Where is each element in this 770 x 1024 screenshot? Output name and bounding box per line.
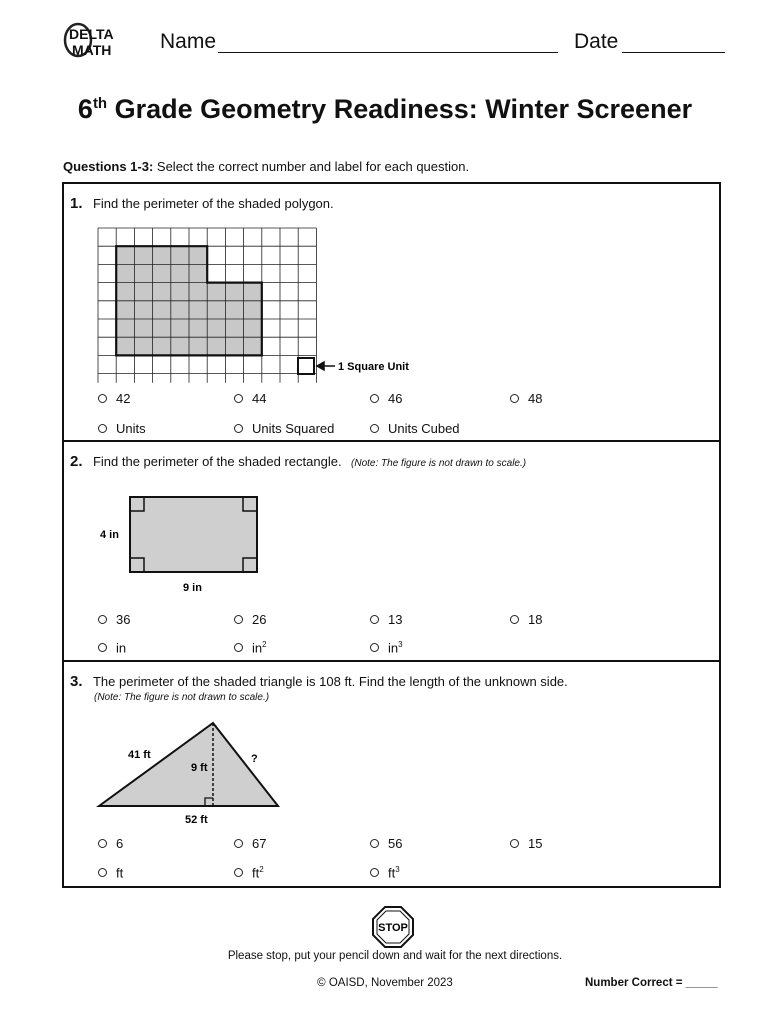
question-note: (Note: The figure is not drawn to scale.) [351,458,527,469]
q3-option-b[interactable]: 67 [234,836,266,851]
date-field[interactable] [622,52,725,53]
radio-button[interactable] [510,615,519,624]
radio-button[interactable] [234,839,243,848]
question-3-header [70,673,568,691]
radio-button[interactable] [234,424,243,433]
question-1-header [70,195,334,213]
radio-button[interactable] [370,615,379,624]
radio-button[interactable] [234,394,243,403]
q3-option-d[interactable]: 15 [510,836,542,851]
q1-unit-b[interactable]: Units Squared [234,421,334,436]
copyright: © OAISD, November 2023 [317,977,453,989]
base-label: 52 ft [185,814,208,826]
radio-button[interactable] [370,868,379,877]
instructions: Questions 1-3: Select the correct number and label for each question. [63,159,470,174]
logo-text-bottom: MATH [72,42,112,58]
q1-option-b[interactable]: 44 [234,391,266,406]
question-text: Find the perimeter of the shaded rectangle. [92,454,342,469]
radio-button[interactable] [370,424,379,433]
radio-button[interactable] [510,394,519,403]
q3-option-c[interactable]: 56 [370,836,402,851]
width-label: 9 in [183,582,202,594]
q2-option-d[interactable]: 18 [510,612,542,627]
radio-button[interactable] [510,839,519,848]
q1-option-d[interactable]: 48 [510,391,542,406]
q2-unit-a[interactable]: in [98,640,126,655]
radio-button[interactable] [98,424,107,433]
radio-button[interactable] [370,643,379,652]
left-side-label: 41 ft [128,749,151,761]
q1-option-c[interactable]: 46 [370,391,402,406]
q2-unit-b[interactable]: $in^2$ [234,640,267,655]
q1-unit-a[interactable]: Units [98,421,146,436]
question-number: 1. [70,195,83,212]
rectangle-figure [95,490,295,600]
q1-unit-c[interactable]: Units Cubed [370,421,460,436]
radio-button[interactable] [234,868,243,877]
radio-button[interactable] [370,839,379,848]
radio-button[interactable] [234,643,243,652]
polygon-grid-figure [95,225,435,385]
delta-math-logo [62,18,122,64]
date-label: Date [574,30,619,53]
radio-button[interactable] [98,868,107,877]
height-label: 4 in [100,529,119,541]
question-text: Find the perimeter of the shaded polygon. [92,196,334,211]
name-label: Name [160,30,217,53]
stop-instruction: Please stop, put your pencil down and wait for the next directions. [227,950,563,962]
arrow-icon [317,362,335,370]
q1-option-a[interactable]: 42 [98,391,130,406]
name-field[interactable] [218,52,558,53]
unknown-side-label: ? [251,753,258,765]
radio-button[interactable] [98,839,107,848]
radio-button[interactable] [370,394,379,403]
radio-button[interactable] [98,615,107,624]
question-number: 2. [70,453,83,470]
logo-text-top: DELTA [69,26,114,42]
triangle-figure [90,715,300,830]
q3-unit-b[interactable]: $ft^2$ [234,865,264,880]
radio-button[interactable] [98,643,107,652]
q3-unit-c[interactable]: $ft^3$ [370,865,400,880]
q3-unit-a[interactable]: ft [98,865,123,880]
q2-option-a[interactable]: 36 [98,612,130,627]
unit-square [298,358,314,374]
question-2-header [70,453,526,471]
q2-option-b[interactable]: 26 [234,612,266,627]
question-text: The perimeter of the shaded triangle is 108 ft. Find the length of the unknown side. [92,674,568,689]
question-number: 3. [70,673,83,690]
q2-unit-c[interactable]: $in^3$ [370,640,403,655]
number-correct: Number Correct = _____ [585,977,718,989]
unit-square-label: 1 Square Unit [338,361,409,373]
stop-sign-icon [372,906,414,948]
page-title: 6th Grade Geometry Readiness: Winter Screener [77,94,693,124]
radio-button[interactable] [234,615,243,624]
question-note: (Note: The figure is not drawn to scale.) [94,692,270,703]
q2-option-c[interactable]: 13 [370,612,402,627]
stop-text: STOP [378,922,408,934]
height-label: 9 ft [191,762,208,774]
radio-button[interactable] [98,394,107,403]
q3-option-a[interactable]: 6 [98,836,123,851]
